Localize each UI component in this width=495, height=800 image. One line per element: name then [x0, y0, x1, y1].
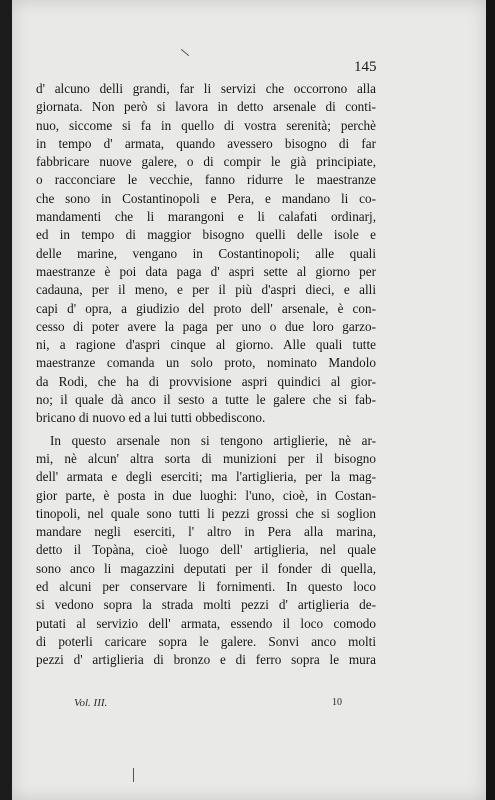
text-line: tinopoli, nel quale sono tutti li pezzi grossi che si soglion	[36, 505, 376, 521]
text-line: cadauna, per il meno, e per il più d'aspri dieci, e alli	[36, 282, 376, 298]
text-line: In questo arsenale non si tengono artiglierie, nè ar-	[50, 432, 376, 448]
text-line: ni, a ragione d'aspri cinque al giorno. Alle quali tutte	[36, 337, 376, 353]
text-line: mandamenti che li marangoni e li calafati ordinarj,	[36, 209, 376, 225]
text-line: ed in tempo di maggior bisogno quelli delle isole e	[36, 227, 376, 243]
stray-mark	[133, 768, 134, 782]
text-line: sono anco li magazzini deputati per il fonder di quella,	[36, 560, 376, 576]
text-line: bricano di nuovo ed a lui tutti obbediscono.	[36, 410, 266, 426]
text-line: pezzi d' artiglieria di bronzo e di ferro sopra le mura	[36, 652, 376, 668]
text-line: in tempo d' armata, quando avessero bisogno di far	[36, 135, 376, 151]
text-line: maestranze è poi data paga d' aspri sette al giorno per	[36, 263, 376, 279]
text-line: no; il quale dà anco il sesto a tutte le galere che si fab-	[36, 392, 376, 408]
text-line: che sono in Costantinopoli e Pera, e mandano li co-	[36, 190, 376, 206]
signature-mark: 10	[332, 697, 342, 708]
text-line: dell' armata e degli eserciti; ma l'artiglieria, per la mag-	[36, 469, 376, 485]
text-line: gior parte, è posta in due luoghi: l'uno, cioè, in Costan-	[36, 487, 376, 503]
text-line: di poterli caricare sopra le galere. Sonvi anco molti	[36, 633, 376, 649]
text-line: fabbricare nuove galere, o di compir le già principiate,	[36, 154, 376, 170]
text-line: mi, nè alcun' altra sorta di munizioni per il bisogno	[36, 450, 376, 466]
text-line: ed alcuni per conservare li fornimenti. In questo loco	[36, 579, 376, 595]
text-line: putati al servizio dell' armata, essendo il loco comodo	[36, 615, 376, 631]
text-line: maestranze comanda un solo proto, nominato Mandolo	[36, 355, 376, 371]
text-line: o racconciare le vecchie, fanno ridurre le maestranze	[36, 172, 376, 188]
text-line: delle marine, vengano in Costantinopoli; alle quali	[36, 245, 376, 261]
text-line: cesso di poter avere la paga per uno o due loro garzo-	[36, 318, 376, 334]
text-line: d' alcuno delli grandi, far li servizi che occorrono alla	[36, 81, 376, 96]
text-line: nuo, siccome si fa in quello di vostra serenità; perchè	[36, 117, 376, 133]
stray-mark	[181, 49, 189, 56]
book-spine	[0, 0, 12, 800]
volume-label: Vol. III.	[74, 697, 108, 709]
text-line: giornata. Non però si lavora in detto arsenale di conti-	[36, 99, 376, 115]
text-line: si vedono sopra la strada molti pezzi d' artiglieria de-	[36, 597, 376, 613]
page-number: 145	[354, 59, 377, 75]
text-line: detto il Topàna, cioè luogo dell' artiglieria, nel quale	[36, 542, 376, 558]
body-text	[36, 80, 376, 670]
text-line: mandare negli eserciti, l' altro in Pera alla marina,	[36, 524, 376, 540]
book-page	[12, 0, 486, 800]
text-line: capi d' opra, a giudizio del proto dell' arsenale, è con-	[36, 300, 376, 316]
text-line: da Rodi, che ha di provvisione aspri quindici al gior-	[36, 373, 376, 389]
